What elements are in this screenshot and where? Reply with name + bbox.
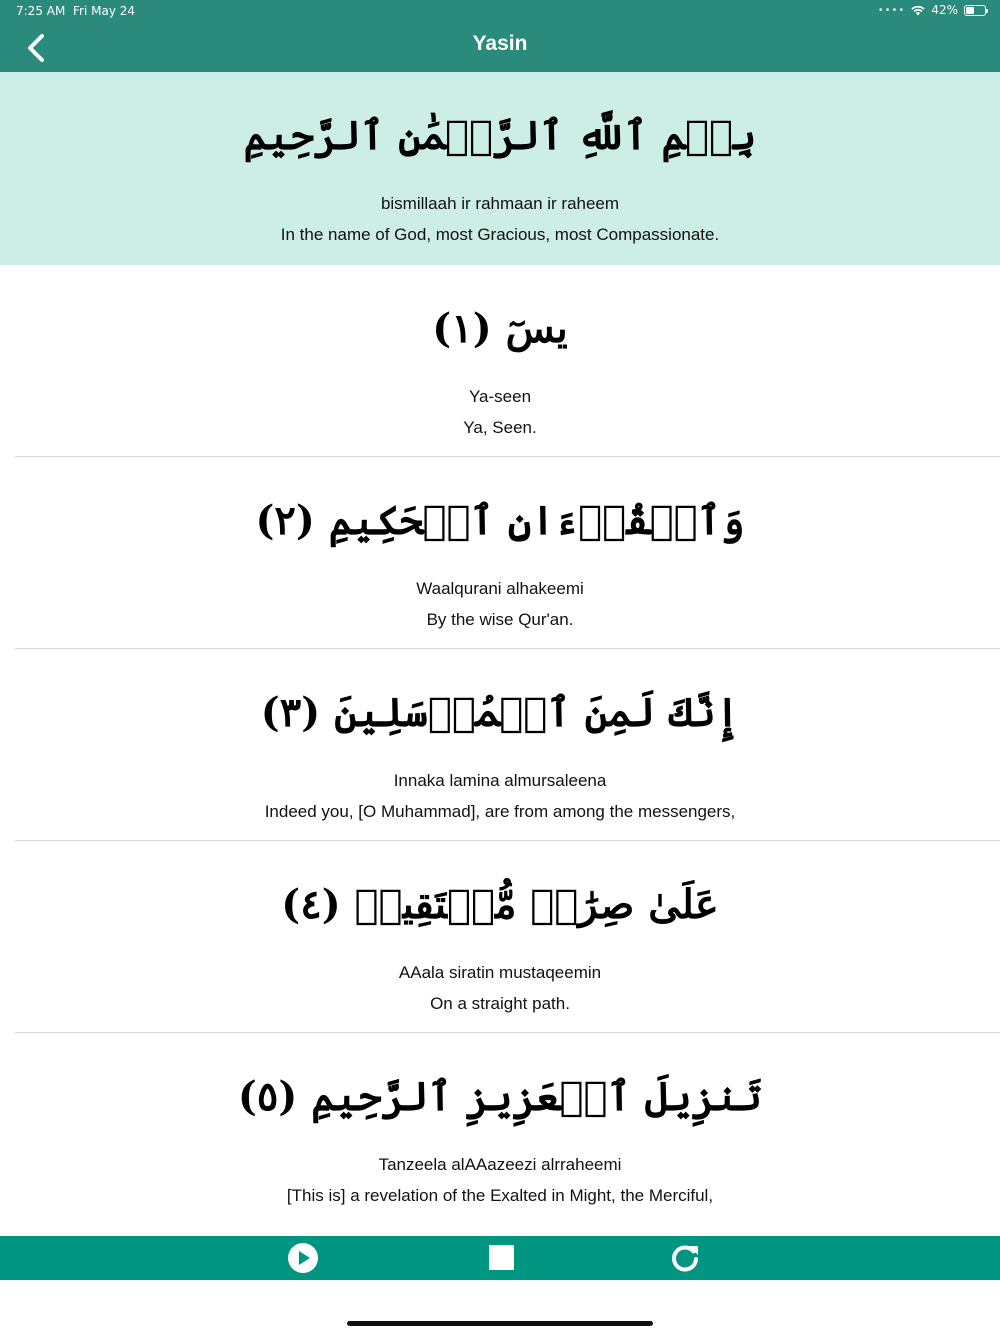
verse-transliteration: Tanzeela alAAazeezi alrraheemi: [378, 1155, 622, 1174]
verse-arabic: تَنزِيلَ ٱلۡعَزِيزِ ٱلرَّحِيمِ (٥): [237, 1073, 763, 1120]
basmala-panel: [0, 72, 1000, 265]
verse-item[interactable]: [15, 265, 1000, 457]
verse-arabic: إِنَّكَ لَمِنَ ٱلۡمُرۡسَلِينَ (٣): [260, 689, 740, 736]
status-date: Fri May 24: [73, 4, 136, 18]
audio-toolbar: [0, 1236, 1000, 1280]
play-button[interactable]: [287, 1242, 319, 1274]
status-indicators: [878, 3, 986, 17]
verse-arabic: وَٱلۡقُرۡءَانِ ٱلۡحَكِيمِ (٢): [255, 497, 745, 544]
verse-item[interactable]: [15, 649, 1000, 841]
status-time: 7:25 AM: [16, 4, 66, 18]
basmala-arabic: بِسۡمِ ٱللَّهِ ٱلرَّحۡمَٰنِ ٱلرَّحِيمِ: [243, 112, 757, 159]
basmala-transliteration: bismillaah ir rahmaan ir raheem: [380, 194, 620, 213]
verse-arabic: عَلَىٰ صِرَٰطٖ مُّسۡتَقِيمٖ (٤): [281, 881, 719, 928]
play-icon: [287, 1242, 319, 1274]
refresh-icon: [669, 1242, 701, 1274]
verse-item[interactable]: [15, 841, 1000, 1033]
verse-list[interactable]: [15, 265, 1000, 1225]
verse-transliteration: AAala siratin mustaqeemin: [398, 963, 602, 982]
home-indicator[interactable]: [347, 1321, 653, 1326]
verse-translation: [This is] a revelation of the Exalted in Might, the Merciful,: [286, 1186, 714, 1205]
stop-button[interactable]: [486, 1242, 518, 1274]
verse-translation: By the wise Qur'an.: [426, 610, 574, 629]
basmala-translation: In the name of God, most Gracious, most Compassionate.: [280, 225, 720, 244]
refresh-button[interactable]: [669, 1242, 701, 1274]
verse-translation: Indeed you, [O Muhammad], are from among the messengers,: [264, 802, 736, 821]
battery-icon: [964, 5, 986, 16]
verse-translation: On a straight path.: [430, 994, 570, 1013]
verse-transliteration: Waalqurani alhakeemi: [416, 579, 584, 598]
verse-arabic: يسٓ (١): [432, 305, 568, 352]
wifi-icon: [911, 5, 925, 16]
verse-translation: Ya, Seen.: [463, 418, 537, 437]
stop-icon: [486, 1242, 518, 1274]
navigation-bar: [0, 24, 1000, 72]
signal-dots-icon: ••••: [877, 4, 906, 16]
status-bar: [0, 0, 1000, 24]
battery-percent: 42%: [931, 3, 958, 17]
page-title: Yasin: [472, 32, 528, 55]
verse-item[interactable]: [15, 1033, 1000, 1225]
verse-transliteration: Ya-seen: [468, 387, 532, 406]
verse-item[interactable]: [15, 457, 1000, 649]
verse-transliteration: Innaka lamina almursaleena: [393, 771, 607, 790]
